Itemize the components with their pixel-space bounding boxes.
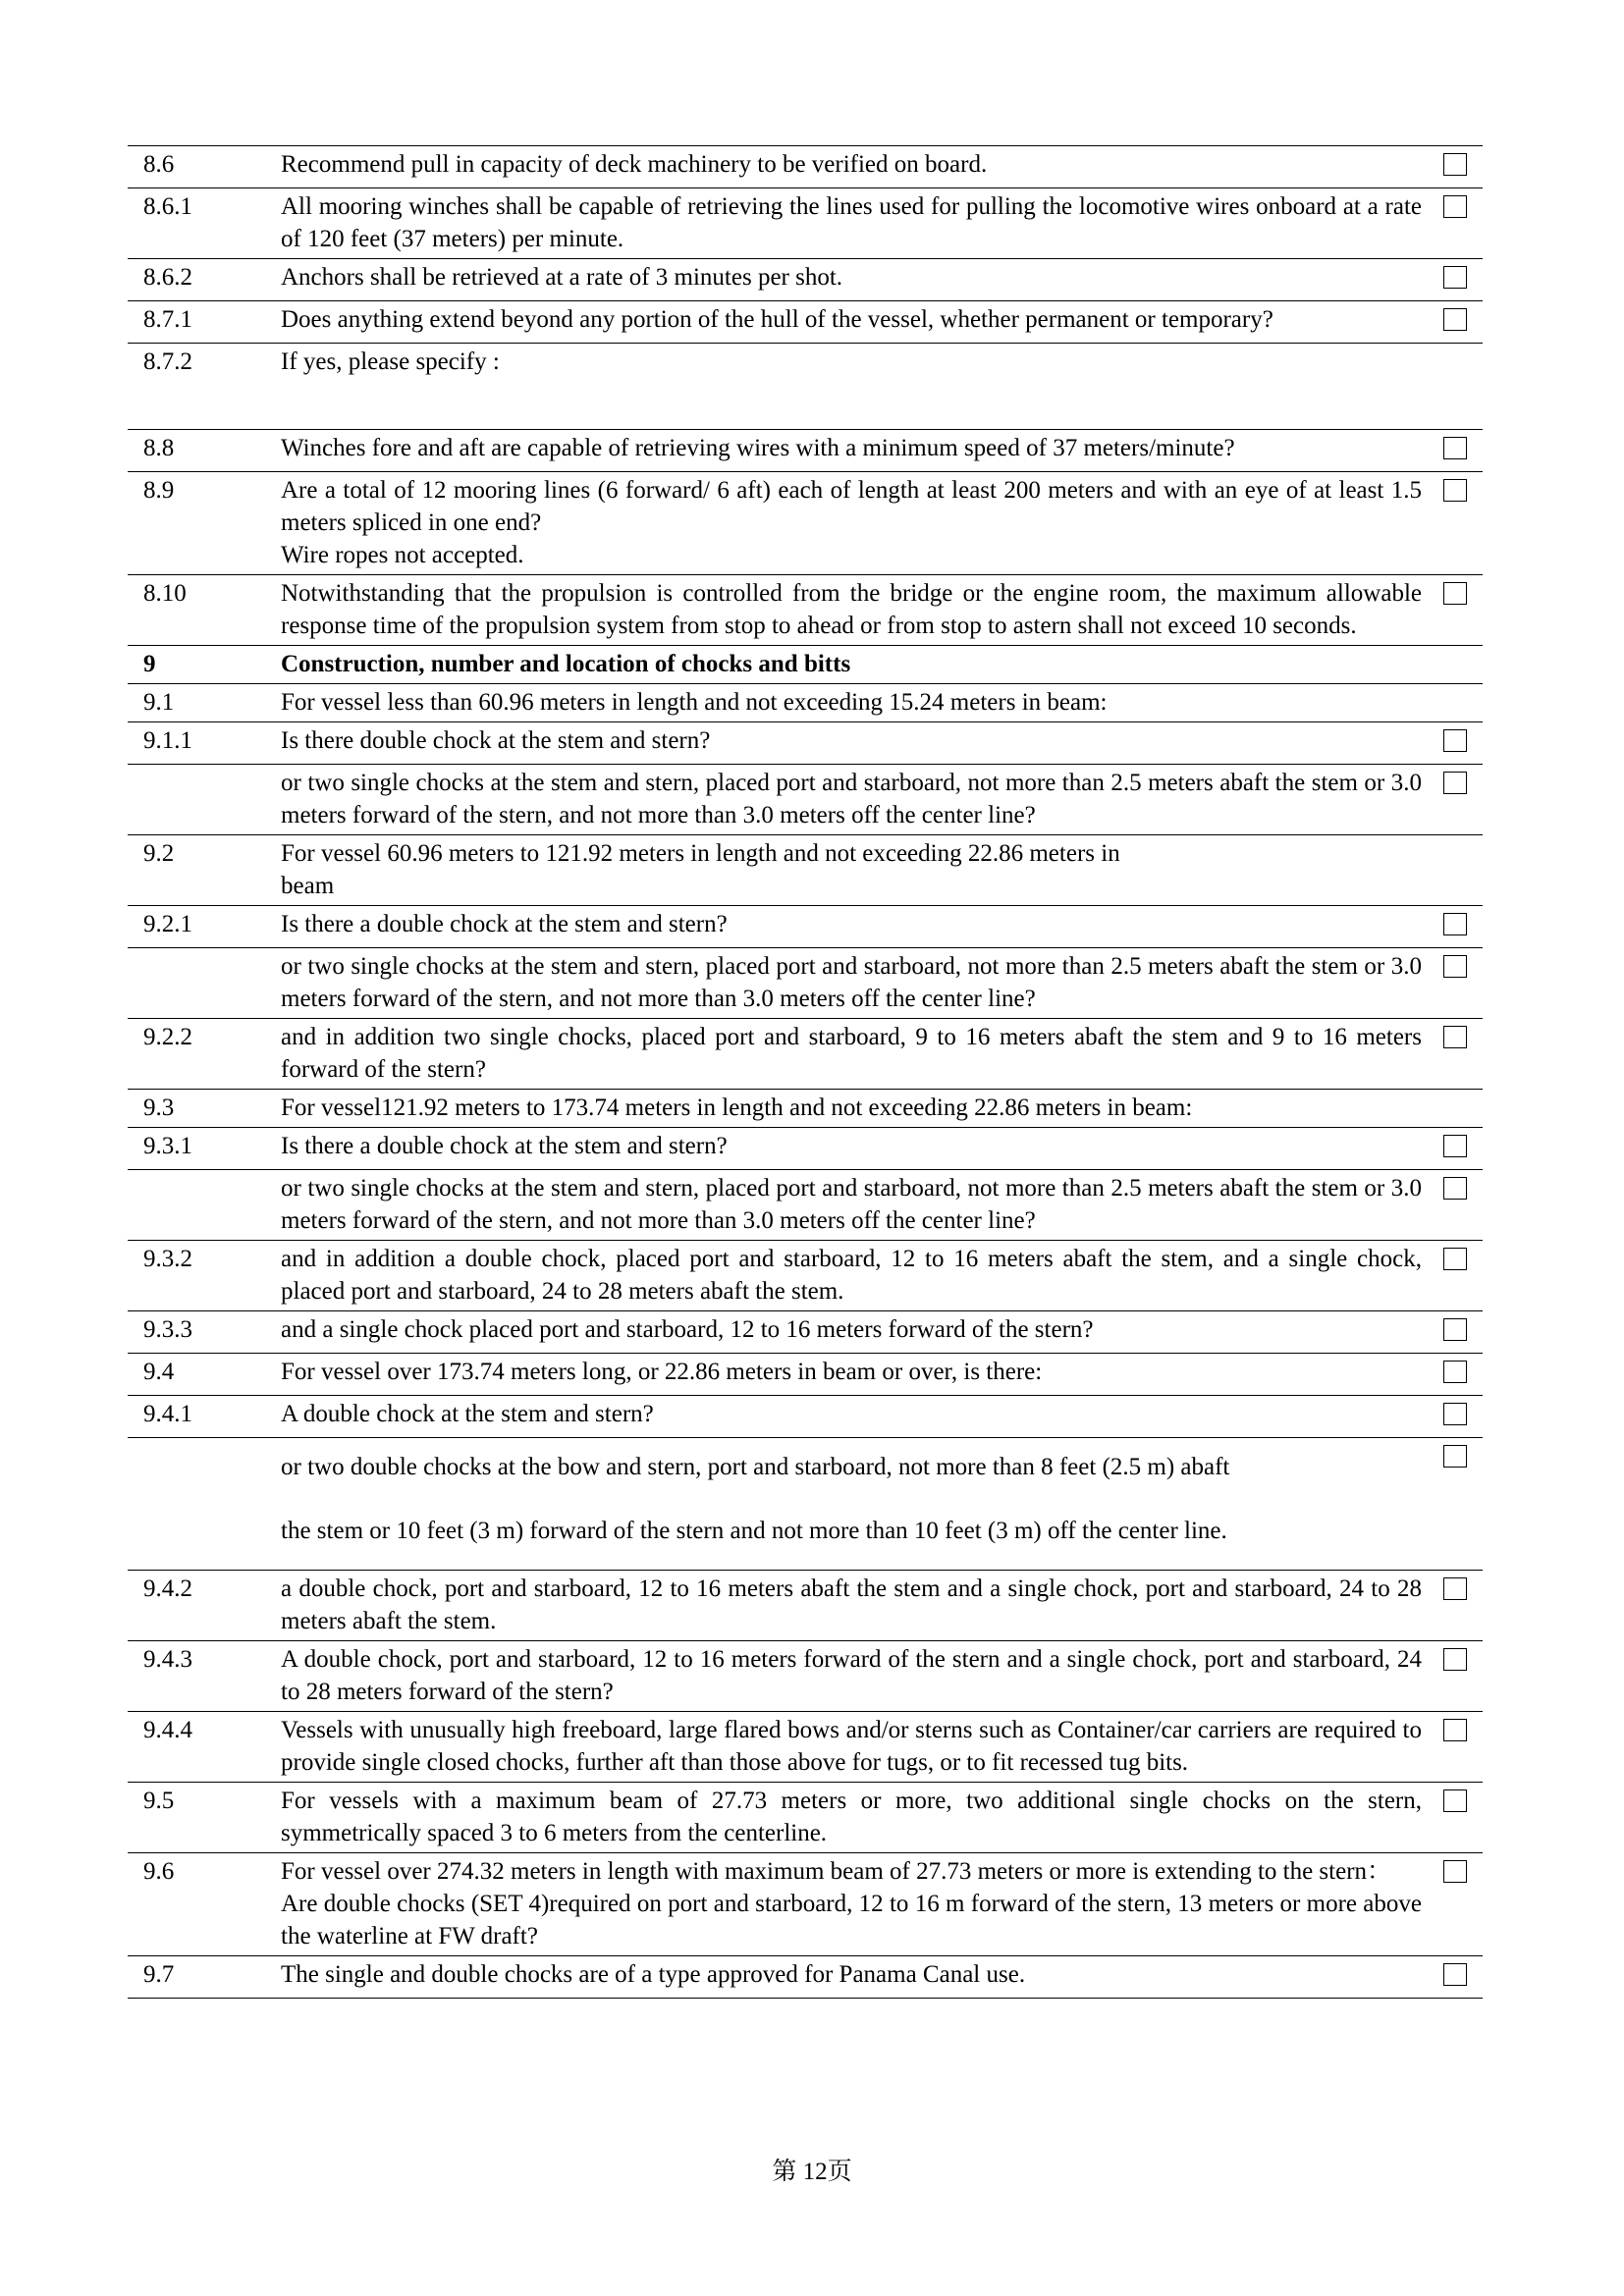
item-number (128, 1438, 281, 1571)
table-row (128, 472, 1483, 575)
checkbox[interactable] (1443, 195, 1467, 218)
checkbox[interactable] (1443, 1860, 1467, 1883)
checkbox[interactable] (1443, 1648, 1467, 1671)
item-text: A double chock, port and starboard, 12 to 16 meters forward of the stern and a single chock, port and starboard, 24 to 28 meters forward of the stern? (281, 1641, 1428, 1712)
table-row (128, 1019, 1483, 1090)
section-title: Construction, number and location of chocks and bitts (281, 646, 1428, 684)
item-text: or two double chocks at the bow and stern, port and starboard, not more than 8 feet (2.5 m) abaft (281, 1454, 1230, 1480)
item-text: or two single chocks at the stem and stern, placed port and starboard, not more than 2.5 meters abaft the stem or 3.0 meters forward of the stern, and not more than 3.0 meters off the center line? (281, 765, 1428, 835)
page-number: 第 12页 (772, 2159, 852, 2185)
item-number: 8.8 (128, 430, 281, 472)
item-text: Is there a double chock at the stem and stern? (281, 906, 1428, 948)
table-row (128, 906, 1483, 948)
item-text: and a single chock placed port and starboard, 12 to 16 meters forward of the stern? (281, 1311, 1428, 1354)
item-number: 8.7.1 (128, 301, 281, 344)
table-row (128, 344, 1483, 430)
item-number: 9.6 (128, 1853, 281, 1956)
table-row (128, 301, 1483, 344)
item-note: Wire ropes not accepted. (281, 542, 524, 568)
item-number: 8.6.2 (128, 259, 281, 301)
checkbox[interactable] (1443, 1445, 1467, 1468)
table-row (128, 1571, 1483, 1641)
checkbox[interactable] (1443, 1361, 1467, 1383)
table-row (128, 575, 1483, 646)
item-number: 9.4.3 (128, 1641, 281, 1712)
table-row (128, 765, 1483, 835)
checkbox[interactable] (1443, 729, 1467, 752)
table-row (128, 259, 1483, 301)
item-number: 9.3.1 (128, 1128, 281, 1170)
table-row (128, 1311, 1483, 1354)
item-text: Does anything extend beyond any portion of the hull of the vessel, whether permanent or temporary? (281, 301, 1428, 344)
item-text: For vessel 60.96 meters to 121.92 meters in length and not exceeding 22.86 meters in (281, 840, 1120, 867)
checkbox[interactable] (1443, 1963, 1467, 1986)
checkbox[interactable] (1443, 266, 1467, 289)
table-row (128, 835, 1483, 906)
item-number: 8.6 (128, 146, 281, 188)
checkbox[interactable] (1443, 1719, 1467, 1741)
item-text: For vessel121.92 meters to 173.74 meters in length and not exceeding 22.86 meters in beam: (281, 1090, 1428, 1128)
item-number: 9.1.1 (128, 722, 281, 765)
item-text: For vessel over 173.74 meters long, or 22.86 meters in beam or over, is there: (281, 1354, 1428, 1396)
table-row (128, 188, 1483, 259)
item-text-continued: beam (281, 873, 335, 899)
item-text: For vessel less than 60.96 meters in length and not exceeding 15.24 meters in beam: (281, 684, 1428, 722)
item-text-continued: the stem or 10 feet (3 m) forward of the stern and not more than 10 feet (3 m) off the center line. (281, 1518, 1227, 1544)
item-text: Recommend pull in capacity of deck machinery to be verified on board. (281, 146, 1428, 188)
checkbox[interactable] (1443, 1026, 1467, 1048)
item-text: If yes, please specify : (281, 344, 1428, 430)
item-number (128, 1170, 281, 1241)
item-number (128, 765, 281, 835)
item-text: Anchors shall be retrieved at a rate of 3 minutes per shot. (281, 259, 1428, 301)
item-text: or two single chocks at the stem and stern, placed port and starboard, not more than 2.5 meters abaft the stem or 3.0 meters forward of the stern, and not more than 3.0 meters off the center line? (281, 1170, 1428, 1241)
item-number: 8.10 (128, 575, 281, 646)
item-text: The single and double chocks are of a type approved for Panama Canal use. (281, 1956, 1428, 1999)
checkbox[interactable] (1443, 913, 1467, 935)
item-number: 8.9 (128, 472, 281, 575)
item-text-continued: Are double chocks (SET 4)required on port and starboard, 12 to 16 m forward of the stern, 13 meters or more above the waterline at FW draft? (281, 1891, 1422, 1949)
table-row (128, 684, 1483, 722)
table-row (128, 1438, 1483, 1571)
table-row (128, 1241, 1483, 1311)
item-text: A double chock at the stem and stern? (281, 1396, 1428, 1438)
item-number (128, 948, 281, 1019)
checkbox[interactable] (1443, 1789, 1467, 1812)
item-number: 9.1 (128, 684, 281, 722)
section-number: 9 (128, 646, 281, 684)
item-number: 9.2.2 (128, 1019, 281, 1090)
checkbox[interactable] (1443, 437, 1467, 459)
table-row (128, 1783, 1483, 1853)
item-number: 9.3.2 (128, 1241, 281, 1311)
section-heading-row (128, 646, 1483, 684)
checkbox[interactable] (1443, 153, 1467, 176)
table-row (128, 1641, 1483, 1712)
checkbox[interactable] (1443, 479, 1467, 502)
item-text: Winches fore and aft are capable of retrieving wires with a minimum speed of 37 meters/minute? (281, 430, 1428, 472)
item-number: 9.4.1 (128, 1396, 281, 1438)
table-row (128, 430, 1483, 472)
item-text: and in addition two single chocks, placed port and starboard, 9 to 16 meters abaft the stem and 9 to 16 meters forward of the stern? (281, 1019, 1428, 1090)
item-text: a double chock, port and starboard, 12 to 16 meters abaft the stem and a single chock, port and starboard, 24 to 28 meters abaft the stem. (281, 1571, 1428, 1641)
checkbox[interactable] (1443, 1248, 1467, 1270)
checkbox[interactable] (1443, 582, 1467, 605)
table-row (128, 1170, 1483, 1241)
checkbox[interactable] (1443, 1177, 1467, 1200)
item-number: 9.4.2 (128, 1571, 281, 1641)
checkbox[interactable] (1443, 1135, 1467, 1157)
item-text: Is there a double chock at the stem and stern? (281, 1128, 1428, 1170)
checkbox[interactable] (1443, 1577, 1467, 1600)
checklist-table (128, 145, 1483, 1999)
item-number: 8.7.2 (128, 344, 281, 430)
item-text: Are a total of 12 mooring lines (6 forward/ 6 aft) each of length at least 200 meters and with an eye of at least 1.5 meters spliced in one end? (281, 477, 1422, 536)
checkbox[interactable] (1443, 955, 1467, 978)
item-text: Vessels with unusually high freeboard, large flared bows and/or sterns such as Container/car carriers are required to provide single closed chocks, further aft than those above for tugs, or to fit recessed tug bits. (281, 1712, 1428, 1783)
item-number: 9.7 (128, 1956, 281, 1999)
table-row (128, 1712, 1483, 1783)
table-row (128, 146, 1483, 188)
table-row (128, 1853, 1483, 1956)
item-text: For vessel over 274.32 meters in length with maximum beam of 27.73 meters or more is extending to the stern： (281, 1858, 1392, 1885)
item-number: 9.3.3 (128, 1311, 281, 1354)
checkbox[interactable] (1443, 1318, 1467, 1341)
checkbox[interactable] (1443, 772, 1467, 794)
item-number: 9.4.4 (128, 1712, 281, 1783)
item-number: 9.2.1 (128, 906, 281, 948)
item-text: or two single chocks at the stem and stern, placed port and starboard, not more than 2.5 meters abaft the stem or 3.0 meters forward of the stern, and not more than 3.0 meters off the center line? (281, 948, 1428, 1019)
table-row (128, 948, 1483, 1019)
item-text: Is there double chock at the stem and stern? (281, 722, 1428, 765)
item-number: 9.4 (128, 1354, 281, 1396)
checkbox[interactable] (1443, 308, 1467, 331)
table-row (128, 1396, 1483, 1438)
item-number: 9.5 (128, 1783, 281, 1853)
item-number: 9.3 (128, 1090, 281, 1128)
table-row (128, 1956, 1483, 1999)
item-text: and in addition a double chock, placed port and starboard, 12 to 16 meters abaft the stem, and a single chock, placed port and starboard, 24 to 28 meters abaft the stem. (281, 1241, 1428, 1311)
item-text: Notwithstanding that the propulsion is controlled from the bridge or the engine room, the maximum allowable response time of the propulsion system from stop to ahead or from stop to astern shall not exceed 10 seconds. (281, 575, 1428, 646)
item-text: All mooring winches shall be capable of retrieving the lines used for pulling the locomotive wires onboard at a rate of 120 feet (37 meters) per minute. (281, 188, 1428, 259)
item-text: For vessels with a maximum beam of 27.73 meters or more, two additional single chocks on the stern, symmetrically spaced 3 to 6 meters from the centerline. (281, 1783, 1428, 1853)
checkbox[interactable] (1443, 1403, 1467, 1425)
table-row (128, 1354, 1483, 1396)
item-number: 9.2 (128, 835, 281, 906)
table-row (128, 722, 1483, 765)
table-row (128, 1128, 1483, 1170)
table-row (128, 1090, 1483, 1128)
item-number: 8.6.1 (128, 188, 281, 259)
